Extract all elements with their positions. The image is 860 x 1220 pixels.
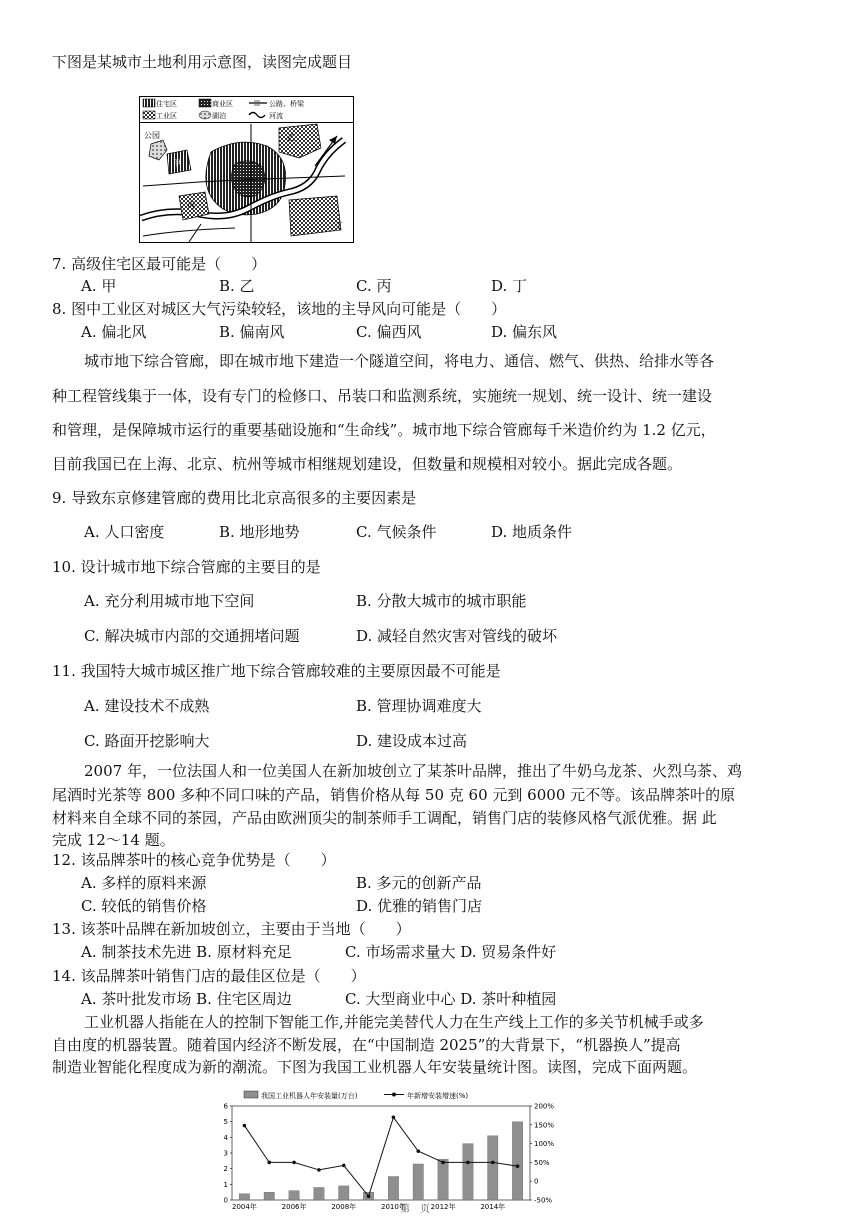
q11-option-a[interactable]: A. 建设技术不成熟 <box>84 697 210 715</box>
passage3-line-1: 工业机器人指能在人的控制下智能工作,并能完美替代人力在生产线上工作的多关节机械手或多 <box>84 1013 704 1031</box>
legend-residential: 住宅区 <box>156 100 177 108</box>
robot-install-chart <box>212 1088 574 1216</box>
q12-option-c[interactable]: C. 较低的销售价格 <box>81 897 207 915</box>
q8-option-b[interactable]: B. 偏南风 <box>219 323 285 341</box>
growth-point-2015 <box>516 1164 520 1168</box>
y-left-tick-label: 2 <box>223 1165 228 1174</box>
mark-jia: 甲 <box>173 159 181 168</box>
passage2-line-1: 2007 年，一位法国人和一位美国人在新加坡创立了某茶叶品牌，推出了牛奶乌龙茶、火烈乌茶、鸡 <box>84 762 742 780</box>
bar-2015 <box>512 1122 522 1200</box>
growth-line <box>244 1117 517 1196</box>
page-footer: 第 页 <box>400 1204 430 1215</box>
x-tick-label: 2014年 <box>480 1203 506 1211</box>
growth-point-2004 <box>243 1124 247 1128</box>
y-right-tick-label: -50% <box>534 1196 553 1205</box>
growth-point-2008 <box>342 1164 346 1168</box>
growth-point-2005 <box>267 1161 271 1165</box>
growth-point-2006 <box>292 1161 296 1165</box>
growth-point-2007 <box>317 1168 321 1172</box>
legend-bar-label: 我国工业机器人年安装量(万台) <box>261 1092 358 1100</box>
q9-option-c[interactable]: C. 气候条件 <box>356 523 437 541</box>
y-left-tick-label: 5 <box>223 1118 228 1127</box>
bar-2005 <box>264 1192 274 1200</box>
q7-option-b[interactable]: B. 乙 <box>219 277 255 295</box>
y-left-tick-label: 3 <box>223 1149 228 1158</box>
y-right-tick-label: 200% <box>534 1102 555 1111</box>
q9-option-a[interactable]: A. 人口密度 <box>84 523 165 541</box>
q8-option-d[interactable]: D. 偏东风 <box>491 323 558 341</box>
land-use-map <box>139 96 354 243</box>
q10-option-b[interactable]: B. 分散大城市的城市职能 <box>356 592 527 610</box>
intro-line: 下图是某城市土地利用示意图，读图完成题目 <box>52 53 353 71</box>
growth-point-2013 <box>466 1161 470 1165</box>
x-tick-label: 2008年 <box>331 1203 357 1211</box>
plot-frame <box>232 1106 530 1200</box>
legend-road: 公路、桥梁 <box>269 100 304 108</box>
bar-2011 <box>413 1164 423 1200</box>
q11-option-b[interactable]: B. 管理协调难度大 <box>356 697 482 715</box>
y-left-tick-label: 4 <box>223 1133 228 1142</box>
y-left-tick-label: 1 <box>223 1180 228 1189</box>
q12-stem: 12. 该品牌茶叶的核心竞争优势是（ ） <box>52 851 336 869</box>
bar-2010 <box>388 1177 398 1201</box>
mark-bing: 丙 <box>187 201 195 210</box>
growth-point-2011 <box>416 1149 420 1153</box>
legend-river: 河流 <box>269 112 283 120</box>
q9-option-d[interactable]: D. 地质条件 <box>491 523 573 541</box>
y-right-tick-label: 0 <box>534 1177 539 1186</box>
q7-option-d[interactable]: D. 丁 <box>491 277 528 295</box>
y-left-tick-label: 0 <box>223 1196 228 1205</box>
q7-option-c[interactable]: C. 丙 <box>356 277 392 295</box>
bar-2012 <box>438 1159 448 1200</box>
y-right-tick-label: 100% <box>534 1140 555 1149</box>
q11-option-c[interactable]: C. 路面开挖影响大 <box>84 732 210 750</box>
q13-options-cd[interactable]: C. 市场需求量大 D. 贸易条件好 <box>345 943 557 961</box>
y-right-tick-label: 50% <box>534 1158 550 1167</box>
q13-stem: 13. 该茶叶品牌在新加坡创立，主要由于当地（ ） <box>52 920 411 938</box>
x-tick-label: 2006年 <box>281 1203 307 1211</box>
bar-2006 <box>289 1191 299 1200</box>
x-tick-label: 2010年 <box>381 1203 406 1211</box>
q14-stem: 14. 该品牌茶叶销售门店的最佳区位是（ ） <box>52 967 366 985</box>
bar-2014 <box>488 1136 498 1200</box>
mark-ding: 丁 <box>335 221 343 230</box>
q9-option-b[interactable]: B. 地形地势 <box>219 523 300 541</box>
passage2-line-2: 尾酒时光茶等 800 多种不同口味的产品，销售价格从每 50 克 60 元到 6000 元不等。该品牌茶叶的原 <box>52 786 736 804</box>
x-tick-label: 2012年 <box>430 1203 456 1211</box>
legend-bar-swatch <box>244 1091 258 1098</box>
x-tick-label: 2004年 <box>232 1203 257 1211</box>
park-label: 公园 <box>144 131 160 140</box>
mark-yi: 乙 <box>287 133 295 142</box>
q10-option-c[interactable]: C. 解决城市内部的交通拥堵问题 <box>84 627 300 645</box>
legend-industrial: 工业区 <box>156 112 177 120</box>
passage2-line-4: 完成 12～14 题。 <box>52 831 175 849</box>
q12-option-a[interactable]: A. 多样的原料来源 <box>81 874 207 892</box>
bar-2013 <box>463 1144 473 1200</box>
q11-stem: 11. 我国特大城市城区推广地下综合管廊较难的主要原因最不可能是 <box>52 662 501 680</box>
y-right-tick-label: 150% <box>534 1121 555 1130</box>
passage3-line-2: 自由度的机器装置。随着国内经济不断发展，在“中国制造 2025”的大背景下，“机器换人”提高 <box>52 1036 681 1054</box>
q12-option-d[interactable]: D. 优雅的销售门店 <box>356 897 483 915</box>
q10-option-a[interactable]: A. 充分利用城市地下空间 <box>84 592 255 610</box>
bar-2004 <box>239 1194 249 1200</box>
q14-options-ab[interactable]: A. 茶叶批发市场 B. 住宅区周边 <box>81 990 292 1008</box>
legend-line-label: 年新增安装增速(%) <box>407 1092 469 1100</box>
legend-lake: 湖泊 <box>212 112 226 120</box>
q7-option-a[interactable]: A. 甲 <box>81 277 117 295</box>
passage1-line-2: 种工程管线集于一体，设有专门的检修口、吊装口和监测系统，实施统一规划、统一设计、统一建设 <box>52 387 713 405</box>
bar-2008 <box>339 1186 349 1200</box>
passage1-line-3: 和管理，是保障城市运行的重要基础设施和“生命线”。城市地下综合管廊每千米造价约为 1.2 亿元， <box>52 421 716 439</box>
q7-stem: 7. 高级住宅区最可能是（ ） <box>52 255 267 273</box>
q10-option-d[interactable]: D. 减轻自然灾害对管线的破坏 <box>356 627 558 645</box>
passage1-line-4: 目前我国已在上海、北京、杭州等城市相继规划建设，但数量和规模相对较小。据此完成各题。 <box>52 455 683 473</box>
q12-option-b[interactable]: B. 多元的创新产品 <box>356 874 482 892</box>
passage3-line-3: 制造业智能化程度成为新的潮流。下图为我国工业机器人年安装量统计图。读图，完成下面两题。 <box>52 1058 698 1076</box>
bar-2007 <box>314 1187 324 1200</box>
growth-point-2014 <box>491 1161 495 1165</box>
growth-point-2009 <box>367 1194 371 1198</box>
q8-option-c[interactable]: C. 偏西风 <box>356 323 422 341</box>
q8-option-a[interactable]: A. 偏北风 <box>81 323 147 341</box>
legend-commercial: 商业区 <box>212 100 233 108</box>
q11-option-d[interactable]: D. 建设成本过高 <box>356 732 468 750</box>
q13-options-ab[interactable]: A. 制茶技术先进 B. 原材料充足 <box>81 943 292 961</box>
y-left-tick-label: 6 <box>223 1102 228 1111</box>
legend-line-marker <box>392 1093 396 1097</box>
q9-stem: 9. 导致东京修建管廊的费用比北京高很多的主要因素是 <box>52 489 417 507</box>
q8-stem: 8. 图中工业区对城区大气污染较轻，该地的主导风向可能是（ ） <box>52 300 507 318</box>
passage1-line-1: 城市地下综合管廊，即在城市地下建造一个隧道空间，将电力、通信、燃气、供热、给排水等各 <box>84 352 715 370</box>
q10-stem: 10. 设计城市地下综合管廊的主要目的是 <box>52 558 321 576</box>
q14-options-cd[interactable]: C. 大型商业中心 D. 茶叶种植园 <box>345 990 557 1008</box>
growth-point-2012 <box>441 1161 445 1165</box>
growth-point-2010 <box>392 1115 396 1119</box>
passage2-line-3: 材料来自全球不同的茶园，产品由欧洲顶尖的制茶师手工调配，销售门店的装修风格气派优雅。据 此 <box>52 809 717 827</box>
